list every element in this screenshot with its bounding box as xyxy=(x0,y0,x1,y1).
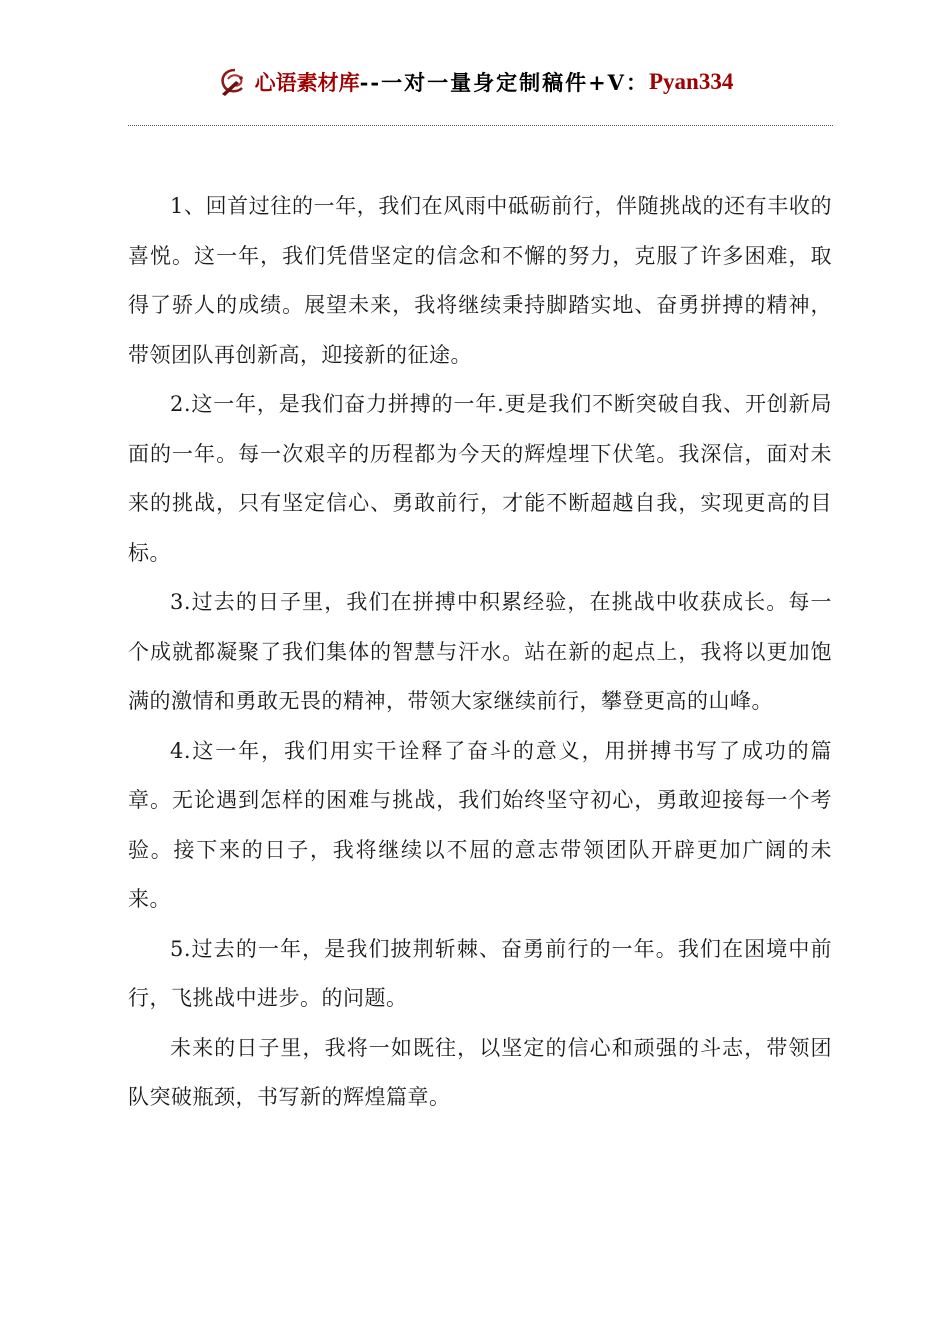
paragraph-2: 2.这一年，是我们奋力拼搏的一年.更是我们不断突破自我、开创新局面的一年。每一次艰辛的历程都为今天的辉煌埋下伏笔。我深信，面对未来的挑战，只有坚定信心、勇敢前行，才能不断超越自我，实现更高的目标。 xyxy=(128,392,832,565)
brand-name: 心语素材库 xyxy=(254,70,360,95)
paragraph-3: 3.过去的日子里，我们在拼搏中积累经验，在挑战中收获成长。每一个成就都凝聚了我们集体的智慧与汗水。站在新的起点上，我将以更加饱满的激情和勇敢无畏的精神，带领大家继续前行，攀登更高的山峰。 xyxy=(128,590,832,713)
paragraph-1: 1、回首过往的一年，我们在风雨中砥砺前行，伴随挑战的还有丰收的喜悦。这一年，我们凭借坚定的信念和不懈的努力，克服了许多困难，取得了骄人的成绩。展望未来，我将继续秉持脚踏实地、奋勇拼搏的精神，带领团队再创新高，迎接新的征途。 xyxy=(128,194,832,367)
pen-swirl-logo-icon xyxy=(217,64,253,100)
header-tagline: --一对一量身定制稿件+V： xyxy=(359,70,649,95)
paragraph-4: 4.这一年，我们用实干诠释了奋斗的意义，用拼搏书写了成功的篇章。无论遇到怎样的困难与挑战，我们始终坚守初心，勇敢迎接每一个考验。接下来的日子，我将继续以不屈的意志带领团队开辟更加广阔的未来。 xyxy=(128,738,832,911)
header-divider xyxy=(128,125,833,126)
page-header xyxy=(0,60,950,104)
contact-id: Pyan334 xyxy=(648,69,734,94)
paragraph-6: 未来的日子里，我将一如既往，以坚定的信心和顽强的斗志，带领团队突破瓶颈，书写新的辉煌篇章。 xyxy=(128,1035,832,1109)
paragraph-5: 5.过去的一年，是我们披荆斩棘、奋勇前行的一年。我们在困境中前行，飞挑战中进步。的问题。 xyxy=(128,936,832,1010)
document-body xyxy=(128,182,832,1123)
